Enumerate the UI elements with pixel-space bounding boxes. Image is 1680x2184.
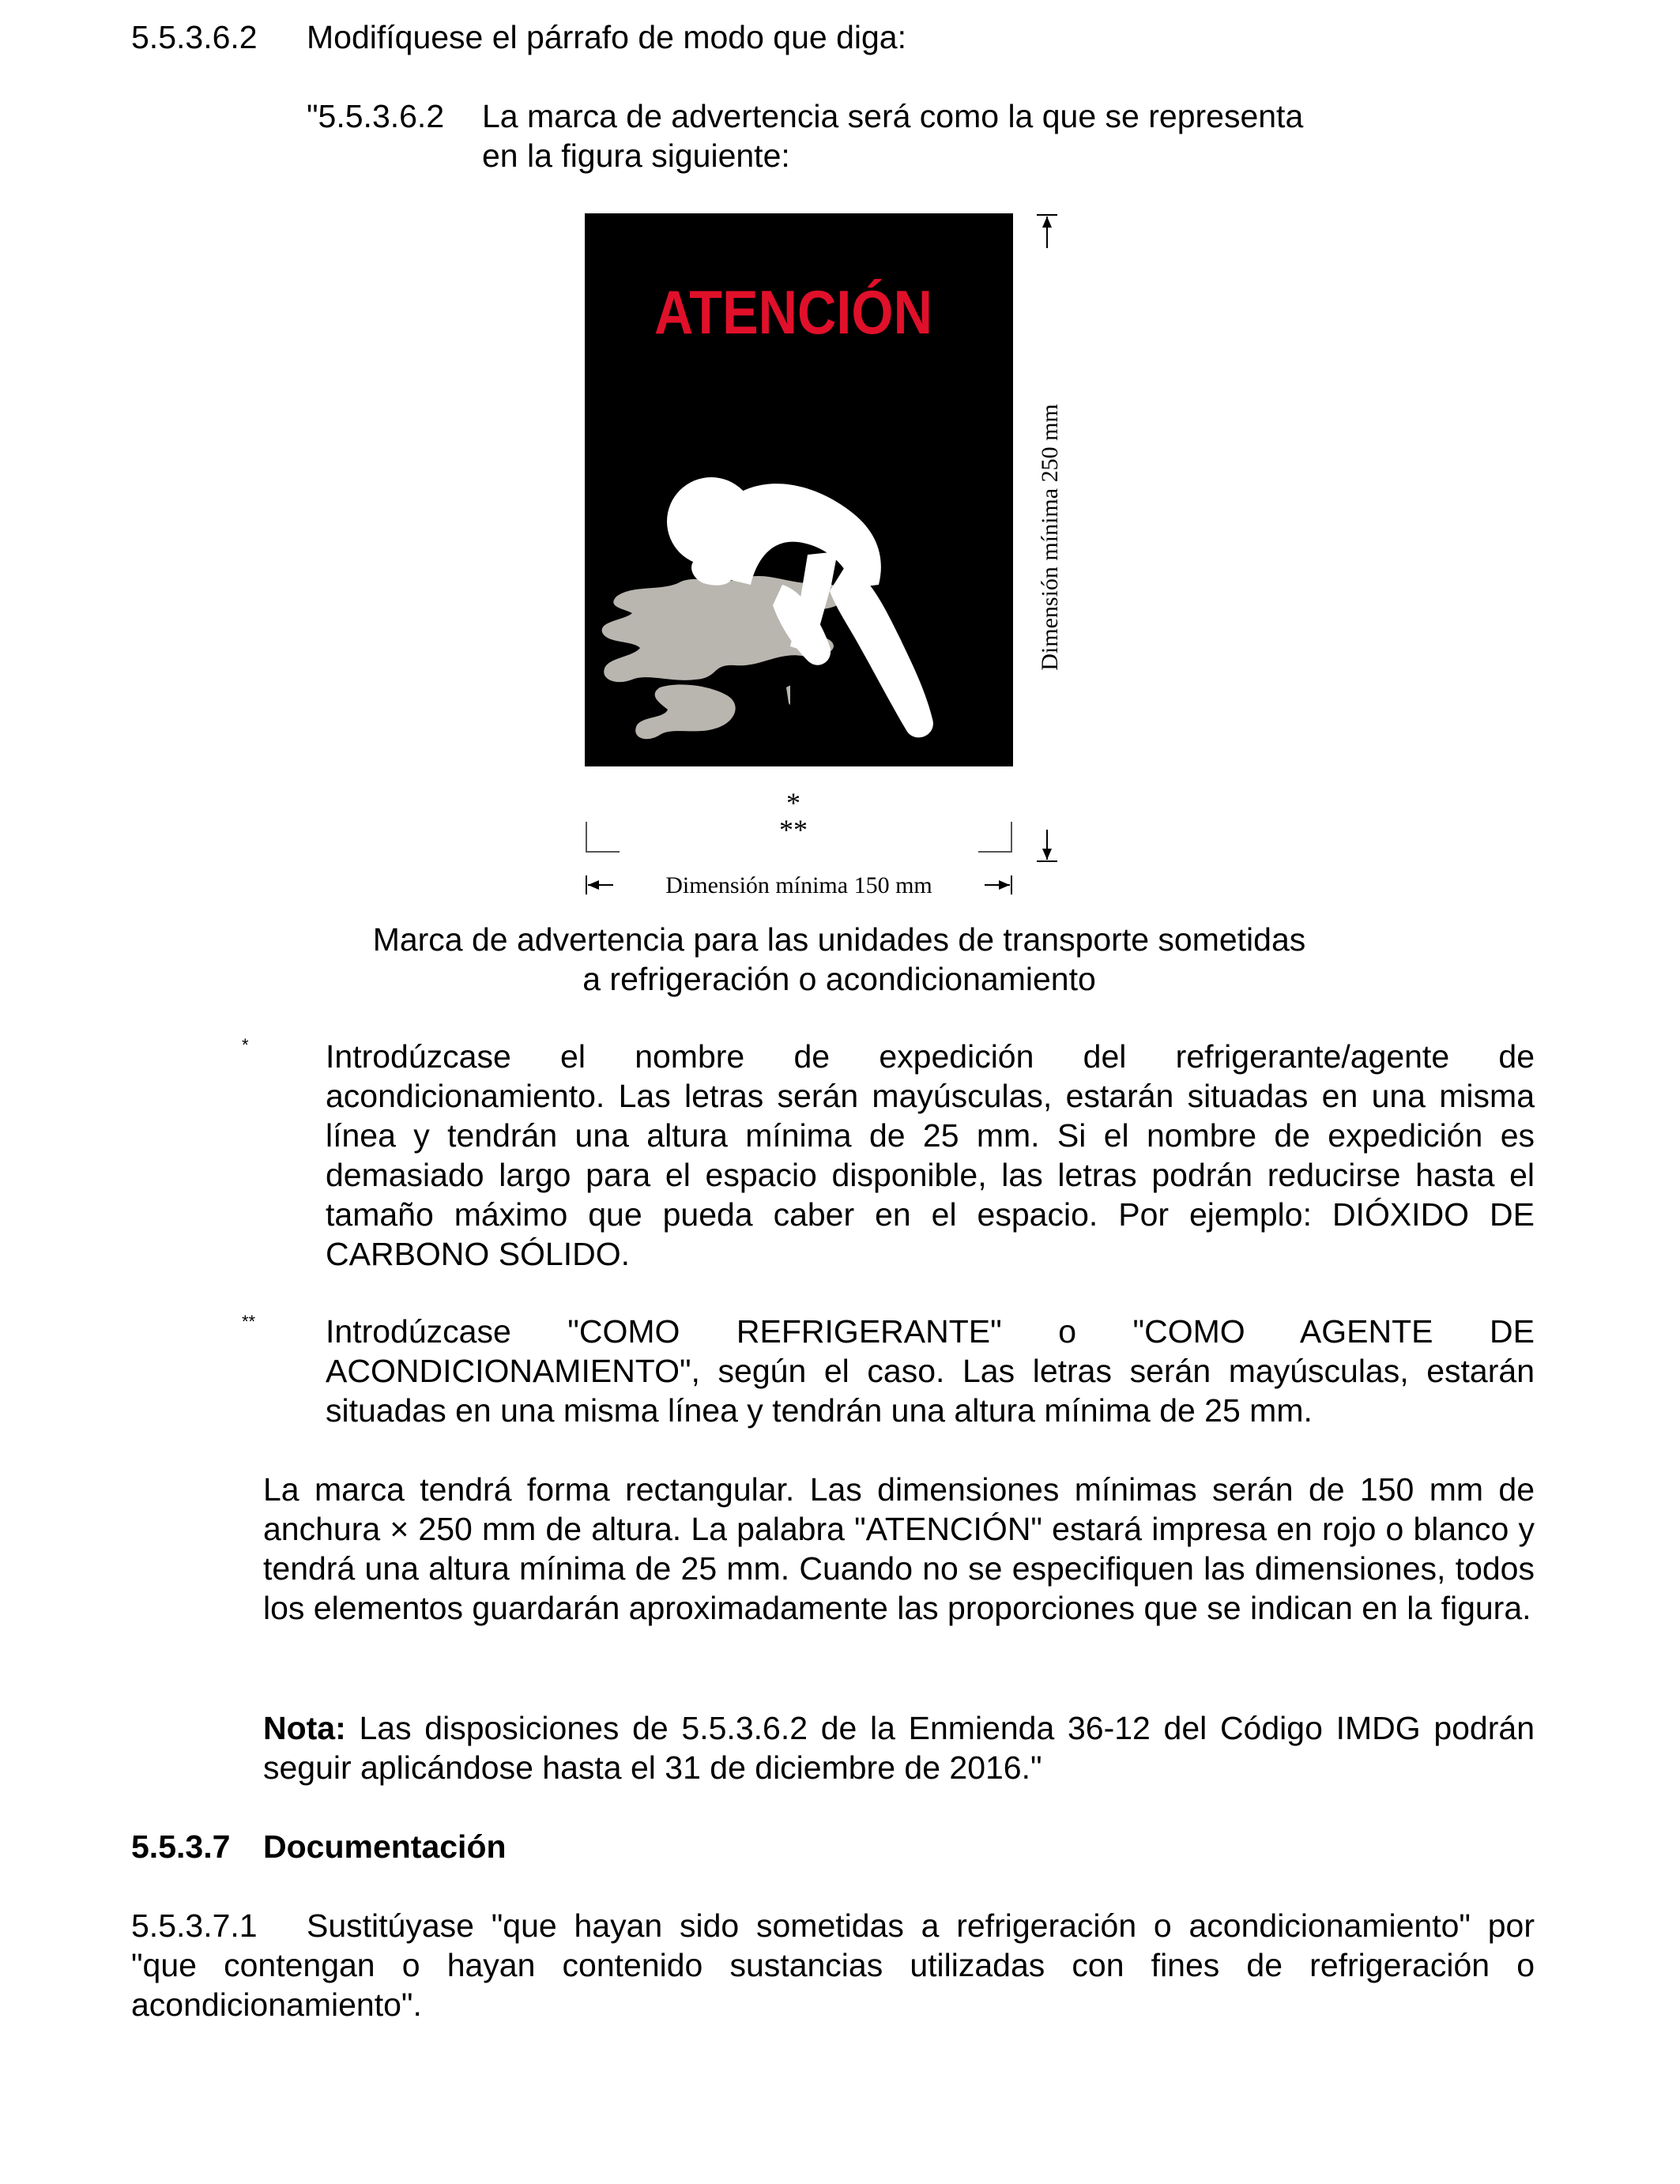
section-number: 5.5.3.6.2 [131, 19, 258, 55]
note-text: Las disposiciones de 5.5.3.6.2 de la Enmienda 36-12 del Código IMDG podrán seguir aplicándose hasta el 31 de diciembre de 2016." [263, 1710, 1535, 1786]
note-label: Nota: [263, 1710, 346, 1746]
footnote-text: Introdúzcase "COMO REFRIGERANTE" o "COMO AGENTE DE ACONDICIONAMIENTO", según el caso. Las letras serán mayúsculas, estarán situadas en una misma línea y tendrán una altura mínima de 25 mm. [326, 1313, 1535, 1429]
vertical-dimension [1037, 215, 1063, 861]
quoted-text-line1: La marca de advertencia será como la que se representa [482, 98, 1304, 134]
quoted-section-number: "5.5.3.6.2 [307, 98, 445, 134]
asterisk-double: ** [779, 814, 808, 845]
warning-mark-figure [585, 213, 1075, 909]
subsection-text: Sustitúyase "que hayan sido sometidas a refrigeración o acondicionamiento" por "que contengan o hayan contenido sustancias utilizadas con fines de refrigeración o acondicionamiento". [131, 1907, 1535, 2023]
corner-mark-left [586, 822, 620, 852]
section-heading-number: 5.5.3.7 [131, 1828, 231, 1865]
horizontal-dimension-label: Dimensión mínima 150 mm [665, 872, 932, 898]
section-heading-title: Documentación [263, 1828, 507, 1865]
horizontal-dimension [586, 872, 1011, 898]
sign-title: ATENCIÓN [654, 277, 932, 347]
corner-mark-right [978, 822, 1011, 852]
subsection-number: 5.5.3.7.1 [131, 1907, 258, 1944]
figure-caption-line2: a refrigeración o acondicionamiento [582, 961, 1096, 997]
footnote-marker: * [242, 1035, 249, 1055]
figure-caption-line1: Marca de advertencia para las unidades de transporte sometidas [372, 921, 1306, 958]
shape-paragraph: La marca tendrá forma rectangular. Las dimensiones mínimas serán de 150 mm de anchura × 250 mm de altura. La palabra "ATENCIÓN" estará impresa en rojo o blanco y tendrá una altura mínima de 25 mm. Cuando no se especifiquen las dimensiones, todos los elementos guardarán aproximadamente las proporciones que se indican en la figura. [263, 1471, 1535, 1626]
quoted-text-line2: en la figura siguiente: [482, 137, 790, 174]
asterisk-single: * [786, 787, 800, 819]
footnote-marker: ** [242, 1312, 256, 1331]
section-5-5-3-7-1-paragraph [131, 1906, 1535, 2024]
vertical-dimension-label: Dimensión mínima 250 mm [1037, 404, 1063, 671]
note-paragraph [263, 1708, 1535, 1787]
section-instruction: Modifíquese el párrafo de modo que diga: [307, 19, 907, 55]
footnote-text: Introdúzcase el nombre de expedición del refrigerante/agente de acondicionamiento. Las letras serán mayúsculas, estarán situadas en una misma línea y tendrán una altura mínima de 25 mm. Si el nombre de expedición es demasiado largo para el espacio disponible, las letras podrán reducirse hasta el tamaño máximo que pueda caber en el espacio. Por ejemplo: DIÓXIDO DE CARBONO SÓLIDO. [326, 1038, 1535, 1272]
